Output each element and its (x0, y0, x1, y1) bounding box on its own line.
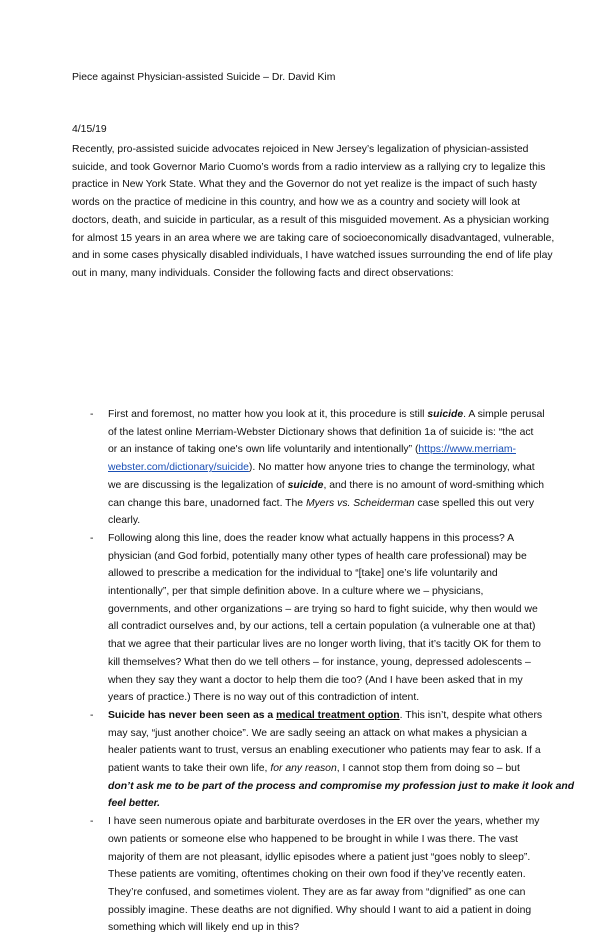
text-run: we are discussing is the legalization of (108, 479, 288, 491)
item-line (108, 760, 550, 778)
text-run: case spelled this out very (414, 497, 535, 509)
list-item-suicide-definition (90, 406, 550, 530)
text-run: can change this bare, unadorned fact. The (108, 497, 306, 509)
dictionary-link[interactable]: https://www.merriam- (418, 444, 516, 456)
text-run: or an instance of taking one's own life voluntarily and intentionally” ( (108, 444, 419, 456)
item-line: healer patients want to trust, versus an enabling executioner who patients may fear to ask. If a (108, 745, 541, 757)
bold-italic-run: don’t ask me to be part of the process and compromise my profession just to make it look and (108, 780, 575, 792)
bold-term: suicide (287, 479, 324, 491)
bold-underlined-run: medical treatment option (276, 709, 400, 721)
item-line: when they say they want a doctor to help them die too? (And I have been asked that in my (108, 674, 523, 686)
document-date: 4/15/19 (72, 124, 107, 135)
intro-line: Recently, pro-assisted suicide advocates rejoiced in New Jersey’s legalization of physician-assisted (72, 144, 529, 155)
intro-line: suicide, and took Governor Mario Cuomo’s words from a radio interview as a rallying cry to legalize this (72, 161, 546, 173)
intro-line: words on the practice of medicine in this country, and how we as a country and society will look at (72, 197, 520, 209)
list-item-treatment-option (90, 707, 575, 813)
intro-line: doctors, death, and suicide in particular, as a result of this misguided movement. As a physician working (72, 214, 550, 226)
text-run: , and there is no amount of word-smithing which (323, 479, 545, 491)
item-line (108, 795, 550, 813)
bullet-marker: - (90, 816, 94, 828)
item-line: may say, “just another choice”. We are sadly seeing an attack on what makes a physician a (108, 727, 527, 739)
bullet-marker: - (90, 532, 94, 544)
item-line (108, 778, 575, 796)
item-line: Following along this line, does the reader know what actually happens in this process? A (108, 532, 515, 544)
item-line: majority of them are not pleasant, idyllic episodes where a patient just “goes nobly to sleep”. (108, 851, 531, 863)
bullet-marker: - (90, 709, 94, 721)
text-run: patient wants to take their own life, (108, 763, 271, 775)
text-run: , I cannot stop them from doing so – but (336, 763, 520, 775)
item-line (108, 441, 550, 459)
item-line: all contradict ourselves and, by our actions, tell a certain population (a vulnerable one at that) (108, 621, 536, 633)
intro-paragraph (72, 141, 555, 283)
item-line: physician (and God forbid, potentially many other types of health care professional) may be (108, 550, 527, 562)
item-line: something which will likely end up in this? (108, 922, 300, 934)
bold-term: suicide (427, 409, 464, 420)
item-line: years of practice.) There is no way out of this contradiction of intent. (108, 692, 420, 704)
case-name: Myers vs. Scheiderman (305, 497, 415, 509)
text-run: . This isn’t, despite what others (399, 709, 543, 721)
item-line: possibly imagine. These deaths are not dignified. Why should I want to aid a patient in doing (108, 904, 532, 916)
bullet-marker: - (90, 409, 94, 420)
bold-italic-run: feel better. (108, 798, 160, 810)
dictionary-link-cont[interactable]: webster.com/dictionary/suicide (108, 462, 249, 474)
item-line: of the latest online Merriam-Webster Dictionary shows that definition 1a of suicide is: “the act (108, 426, 534, 438)
text-run: . A simple perusal (463, 409, 545, 420)
text-run: First and foremost, no matter how you look at it, this procedure is still (108, 409, 428, 420)
item-line (108, 406, 550, 424)
item-line (108, 495, 550, 513)
italic-run: for any reason (270, 763, 337, 775)
bold-run: Suicide has never been seen as a (108, 709, 277, 721)
intro-line: practice in New York State. What they and the Governor do not yet realize is the impact of such hasty (72, 179, 537, 191)
item-line: kill themselves? What then do we tell others – for instance, young, depressed adolescents – (108, 656, 531, 668)
item-line: I have seen numerous opiate and barbiturate overdoses in the ER over the years, whether my (108, 816, 540, 828)
list-item-overdoses (90, 813, 550, 937)
item-line (108, 477, 550, 495)
item-line: that we agree that their particular lives are no longer worth living, that it’s tacitly OK for them to (108, 639, 541, 651)
item-line: They’re confused, and sometimes violent. They are as far away from “dignified” as one can (108, 886, 526, 898)
list-item-process (90, 530, 550, 707)
item-line (108, 707, 550, 725)
item-line: governments, and other organizations – are trying so hard to fight suicide, why then would we (108, 603, 538, 615)
text-run: ). No matter how anyone tries to change the terminology, what (248, 462, 535, 474)
item-line: own patients or someone else who happened to be brought in while I was there. The vast (108, 833, 518, 845)
item-line (108, 459, 550, 477)
item-line: allowed to prescribe a medication for the individual to “[take] one’s life voluntarily and (108, 568, 498, 580)
item-line: These patients are vomiting, oftentimes choking on their own food if they’ve recently eaten. (108, 869, 526, 881)
intro-line: and in some cases physically disabled individuals, I have watched issues surrounding the end of life play (72, 250, 553, 262)
item-line: clearly. (108, 515, 141, 527)
observations-list (90, 406, 575, 937)
item-line: intentionally”, per that simple definition above. In a culture where we – physicians, (108, 586, 484, 598)
intro-line: for almost 15 years in an area where we are taking care of socioeconomically disadvantaged, vulnerable, (72, 232, 555, 244)
intro-line: out in many, many individuals. Consider the following facts and direct observations: (72, 267, 454, 279)
document-title: Piece against Physician-assisted Suicide – Dr. David Kim (72, 72, 336, 83)
